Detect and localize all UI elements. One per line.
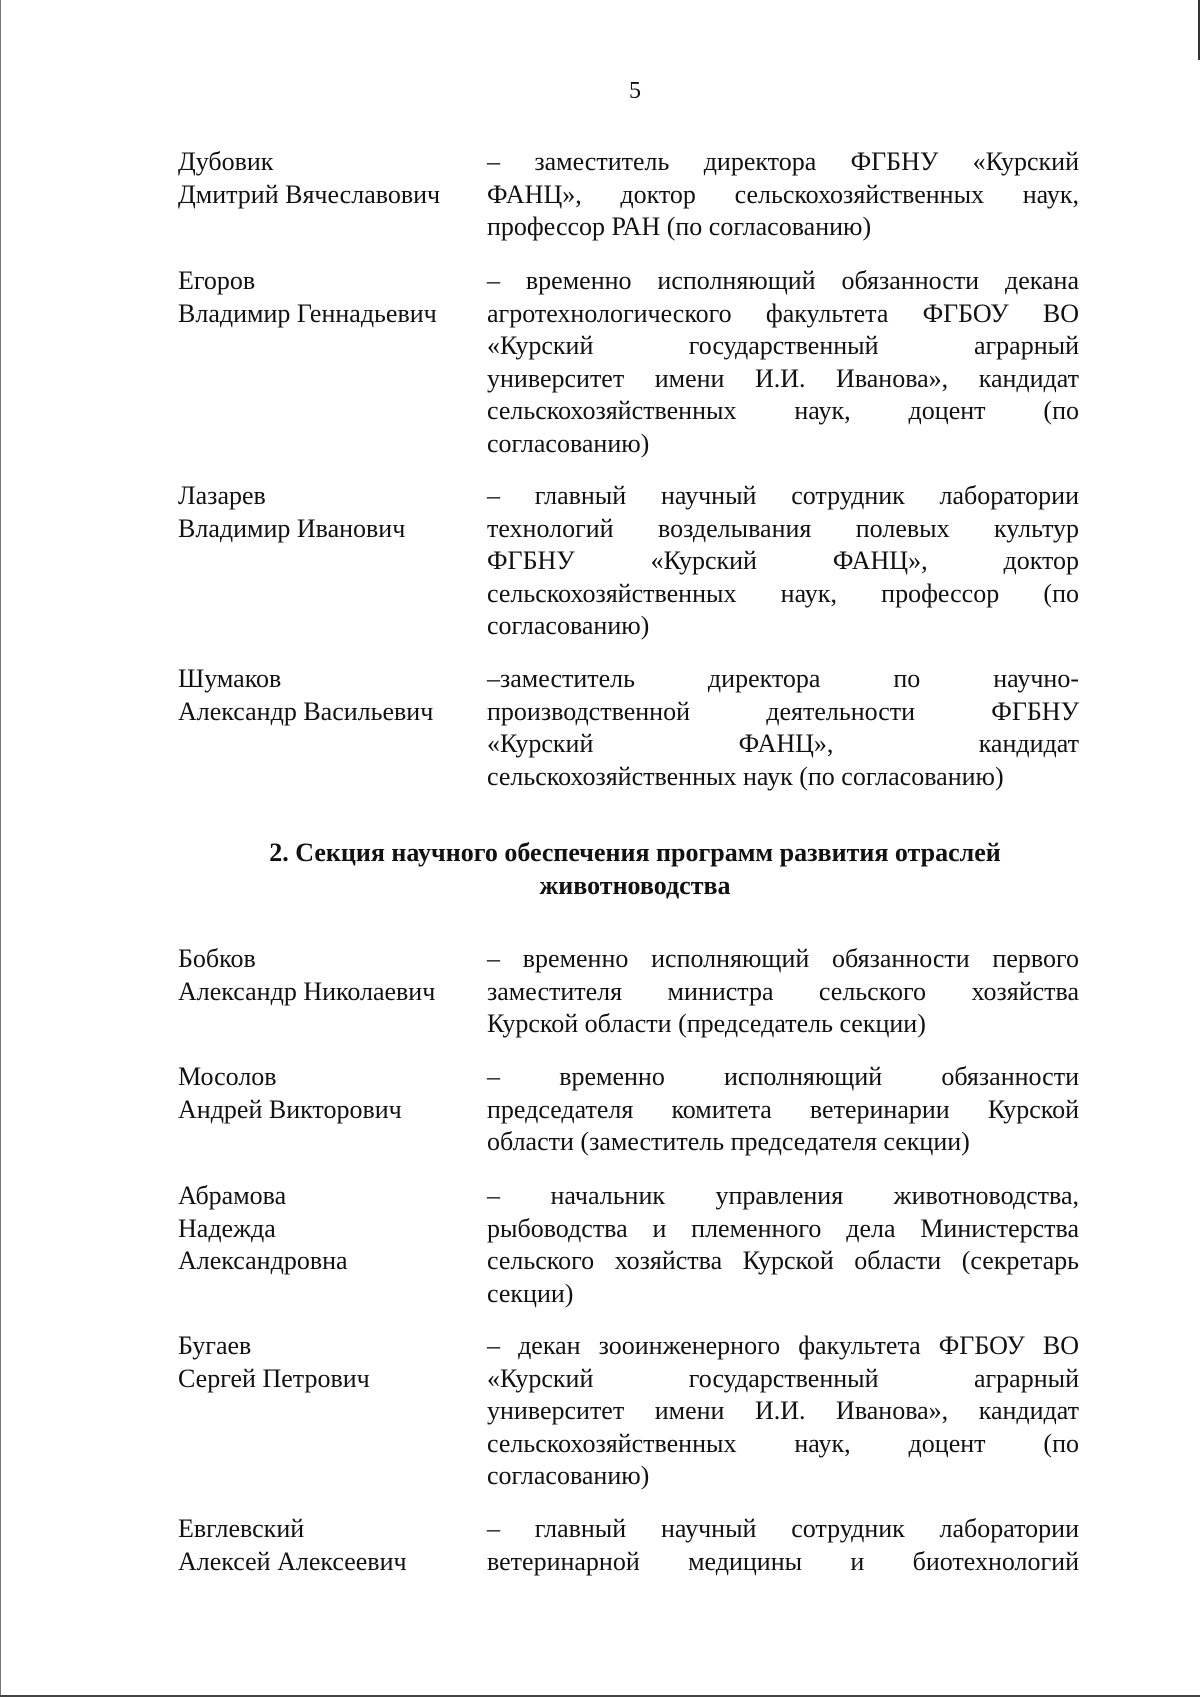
position-line: «Курский ФАНЦ», кандидат bbox=[487, 729, 1079, 758]
member-name bbox=[178, 663, 478, 728]
given-names: Владимир Иванович bbox=[178, 513, 406, 543]
position-line: секции) bbox=[487, 1278, 574, 1308]
member-name bbox=[178, 480, 478, 545]
position-line: технологий возделывания полевых культур bbox=[487, 513, 1079, 543]
position-line: агротехнологического факультета ФГБОУ ВО bbox=[487, 298, 1079, 328]
given-names: Александр Васильевич bbox=[178, 696, 434, 726]
given-names: Андрей Викторович bbox=[178, 1094, 402, 1124]
section-heading bbox=[150, 836, 1120, 902]
member-position bbox=[487, 265, 1079, 460]
position-line: – главный научный сотрудник лаборатории bbox=[487, 481, 1079, 510]
position-line: сельскохозяйственных наук, доцент (по bbox=[487, 396, 1079, 425]
member-name bbox=[178, 1513, 478, 1578]
position-line: – декан зооинженерного факультета ФГБОУ ВО bbox=[487, 1331, 1079, 1360]
member-position bbox=[487, 1180, 1079, 1310]
section-heading-line: 2. Секция научного обеспечения программ развития отраслей bbox=[269, 838, 1001, 867]
position-line: согласованию) bbox=[487, 428, 650, 458]
surname: Бобков bbox=[178, 944, 256, 973]
member-position bbox=[487, 943, 1079, 1041]
position-line: университет имени И.И. Иванова», кандидат bbox=[487, 1396, 1079, 1425]
member-name bbox=[178, 146, 478, 211]
surname: Евглевский bbox=[178, 1514, 305, 1543]
position-line: профессор РАН (по согласованию) bbox=[487, 212, 872, 241]
surname: Шумаков bbox=[178, 664, 282, 693]
member-position bbox=[487, 146, 1079, 244]
position-line: председателя комитета ветеринарии Курской bbox=[487, 1094, 1079, 1124]
member-position bbox=[487, 1513, 1079, 1578]
given-names: Владимир Геннадьевич bbox=[178, 298, 437, 328]
position-line: – главный научный сотрудник лаборатории bbox=[487, 1514, 1079, 1543]
patronymic: Александровна bbox=[178, 1246, 348, 1275]
member-name bbox=[178, 1330, 478, 1395]
position-line: заместителя министра сельского хозяйства bbox=[487, 976, 1079, 1006]
member-name bbox=[178, 943, 478, 1008]
position-line: ФГБНУ «Курский ФАНЦ», доктор bbox=[487, 546, 1079, 575]
scan-left-edge bbox=[0, 0, 1, 1697]
position-line: сельскохозяйственных наук (по согласованию) bbox=[487, 761, 1004, 791]
member-name bbox=[178, 1180, 478, 1278]
position-line: области (заместитель председателя секции) bbox=[487, 1127, 970, 1156]
member-name bbox=[178, 1061, 478, 1126]
position-line: – временно исполняющий обязанности декана bbox=[487, 266, 1079, 295]
surname: Мосолов bbox=[178, 1062, 277, 1091]
position-line: университет имени И.И. Иванова», кандидат bbox=[487, 363, 1079, 393]
position-line: Курской области (председатель секции) bbox=[487, 1009, 926, 1038]
position-line: согласованию) bbox=[487, 1461, 650, 1490]
position-line: ветеринарной медицины и биотехнологий bbox=[487, 1546, 1079, 1576]
surname: Абрамова bbox=[178, 1181, 287, 1210]
position-line: –заместитель директора по научно- bbox=[487, 664, 1079, 693]
given-names: Сергей Петрович bbox=[178, 1363, 370, 1393]
position-line: ФАНЦ», доктор сельскохозяйственных наук, bbox=[487, 179, 1079, 209]
position-line: рыбоводства и племенного дела Министерства bbox=[487, 1213, 1079, 1243]
surname: Бугаев bbox=[178, 1331, 252, 1360]
position-line: сельскохозяйственных наук, профессор (по bbox=[487, 578, 1079, 608]
member-position bbox=[487, 1330, 1079, 1493]
page-number: 5 bbox=[629, 78, 641, 104]
position-line: – временно исполняющий обязанности первого bbox=[487, 944, 1079, 973]
position-line: сельского хозяйства Курской области (секретарь bbox=[487, 1246, 1079, 1275]
given-names: Алексей Алексеевич bbox=[178, 1546, 407, 1576]
position-line: согласованию) bbox=[487, 611, 650, 640]
member-position bbox=[487, 1061, 1079, 1159]
member-name bbox=[178, 265, 478, 330]
position-line: – начальник управления животноводства, bbox=[487, 1181, 1079, 1210]
given-names: Надежда bbox=[178, 1213, 276, 1243]
given-names: Дмитрий Вячеславович bbox=[178, 179, 441, 209]
surname: Дубовик bbox=[178, 147, 274, 176]
given-names: Александр Николаевич bbox=[178, 976, 436, 1006]
surname: Егоров bbox=[178, 266, 256, 295]
surname: Лазарев bbox=[178, 481, 266, 510]
position-line: «Курский государственный аграрный bbox=[487, 331, 1079, 360]
position-line: – заместитель директора ФГБНУ «Курский bbox=[487, 147, 1079, 176]
section-heading-line: животноводства bbox=[539, 871, 731, 900]
member-position bbox=[487, 480, 1079, 643]
member-position bbox=[487, 663, 1079, 793]
position-line: сельскохозяйственных наук, доцент (по bbox=[487, 1428, 1079, 1458]
position-line: – временно исполняющий обязанности bbox=[487, 1062, 1079, 1091]
position-line: «Курский государственный аграрный bbox=[487, 1363, 1079, 1393]
position-line: производственной деятельности ФГБНУ bbox=[487, 696, 1079, 726]
